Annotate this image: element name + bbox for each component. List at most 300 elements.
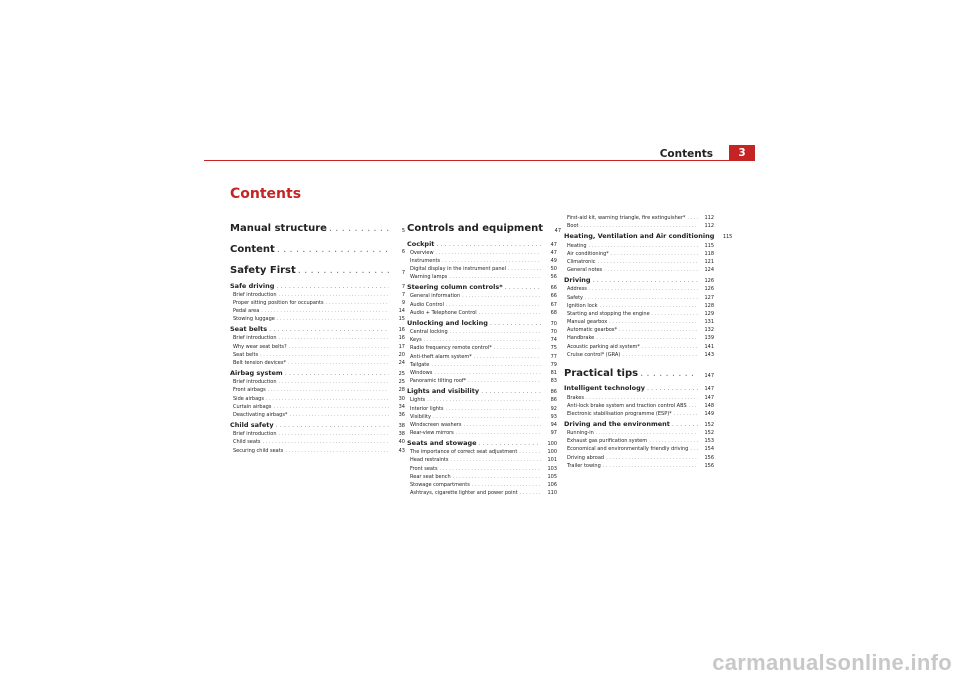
- toc-entry-page: 47: [550, 241, 557, 248]
- toc-leader-dots: [277, 316, 389, 322]
- toc-leader-dots: [456, 430, 541, 436]
- toc-entry[interactable]: [407, 291, 557, 299]
- toc-entry-page: 67: [550, 301, 557, 308]
- toc-entry-page: 16: [398, 335, 405, 342]
- toc-leader-dots: [285, 369, 389, 377]
- toc-entry-page: 97: [550, 430, 557, 437]
- toc-leader-dots: [289, 344, 389, 350]
- toc-entry-page: 86: [550, 389, 557, 396]
- toc-entry-page: 115: [704, 242, 714, 249]
- toc-entry[interactable]: [564, 436, 714, 444]
- toc-entry[interactable]: [407, 455, 557, 463]
- toc-entry-label: Keys: [410, 337, 422, 344]
- toc-entry[interactable]: [564, 350, 714, 358]
- toc-entry-label: Climatronic: [567, 258, 596, 265]
- toc-entry-label: Economical and environmentally friendly driving: [567, 446, 689, 453]
- toc-leader-dots: [279, 292, 390, 298]
- toc-entry-page: 50: [550, 266, 557, 273]
- toc-entry-label: Acoustic parking aid system*: [567, 343, 640, 350]
- toc-entry-page: 92: [550, 405, 557, 412]
- toc-entry-label: Driving abroad: [567, 454, 605, 461]
- toc-leader-dots: [266, 396, 389, 402]
- toc-entry-page: 128: [704, 302, 714, 309]
- toc-entry-page: 110: [547, 490, 557, 497]
- toc-entry[interactable]: [230, 402, 405, 410]
- toc-entry[interactable]: [564, 213, 714, 221]
- toc-entry-page: 147: [704, 372, 714, 379]
- toc-entry[interactable]: [407, 472, 557, 480]
- toc-entry-label: Ashtrays, cigarette lighter and power point: [410, 490, 518, 497]
- toc-entry[interactable]: [407, 447, 557, 455]
- toc-leader-dots: [589, 243, 698, 249]
- toc-entry[interactable]: [564, 301, 714, 309]
- toc-column-3: [564, 213, 733, 469]
- toc-entry-label: Windows: [410, 369, 433, 376]
- toc-entry-page: 75: [550, 345, 557, 352]
- toc-leader-dots: [619, 327, 698, 333]
- toc-entry[interactable]: [407, 420, 557, 428]
- toc-entry[interactable]: [230, 324, 405, 334]
- toc-entry[interactable]: [564, 418, 714, 428]
- toc-entry-label: Automatic gearbox*: [567, 327, 618, 334]
- toc-entry-page: 47: [554, 228, 562, 234]
- toc-entry[interactable]: [564, 383, 714, 393]
- toc-entry-label: Proper sitting position for occupants: [233, 299, 324, 306]
- toc-entry[interactable]: [230, 298, 405, 306]
- toc-entry-page: 94: [550, 421, 557, 428]
- toc-entry[interactable]: [564, 362, 714, 379]
- toc-entry[interactable]: [230, 341, 405, 349]
- toc-leader-dots: [479, 439, 541, 447]
- toc-entry-label: The importance of correct seat adjustment: [410, 449, 518, 456]
- toc-entry-label: Brief introduction: [233, 291, 277, 298]
- toc-entry-label: Starting and stopping the engine: [567, 310, 650, 317]
- toc-entry[interactable]: [407, 256, 557, 264]
- toc-entry[interactable]: [407, 488, 557, 496]
- toc-entry-label: Boot: [567, 223, 579, 230]
- toc-entry[interactable]: [230, 368, 405, 378]
- toc-entry-label: Safety First: [230, 265, 296, 276]
- toc-entry-page: 7: [401, 291, 405, 298]
- toc-entry-page: 153: [704, 438, 714, 445]
- toc-entry[interactable]: [407, 376, 557, 384]
- toc-leader-dots: [463, 422, 541, 428]
- toc-entry-label: Brakes: [567, 394, 584, 401]
- toc-entry-label: Windscreen washers: [410, 421, 462, 428]
- toc-entry-label: Tailgate: [410, 361, 430, 368]
- toc-entry-page: 38: [398, 422, 405, 429]
- toc-entry[interactable]: [230, 290, 405, 298]
- toc-entry-label: Stowing luggage: [233, 316, 275, 323]
- toc-entry[interactable]: [564, 392, 714, 400]
- toc-entry-label: Radio frequency remote control*: [410, 345, 492, 352]
- toc-leader-dots: [505, 283, 541, 291]
- toc-entry[interactable]: [407, 327, 557, 335]
- toc-entry[interactable]: [407, 368, 557, 376]
- toc-entry-label: Airbag system: [230, 369, 283, 377]
- toc-entry[interactable]: [407, 238, 557, 248]
- toc-entry-page: 147: [704, 394, 714, 401]
- toc-entry[interactable]: [407, 360, 557, 368]
- toc-entry-page: 154: [704, 446, 714, 453]
- toc-entry-page: 152: [704, 430, 714, 437]
- toc-entry-page: 66: [550, 293, 557, 300]
- toc-leader-dots: [276, 421, 389, 429]
- toc-entry-page: 83: [550, 378, 557, 385]
- toc-entry[interactable]: [407, 317, 557, 327]
- toc-leader-dots: [647, 384, 698, 392]
- toc-entry-label: Warning lamps: [410, 274, 448, 281]
- toc-entry-page: 15: [398, 316, 405, 323]
- toc-leader-dots: [652, 311, 698, 317]
- toc-leader-dots: [494, 345, 541, 351]
- toc-leader-dots: [450, 329, 541, 335]
- toc-entry-page: 81: [550, 369, 557, 376]
- toc-entry-page: 47: [550, 249, 557, 256]
- toc-entry-label: Belt tension devices*: [233, 360, 286, 366]
- toc-leader-dots: [640, 368, 698, 379]
- toc-leader-dots: [479, 310, 541, 316]
- toc-entry-page: 43: [398, 447, 405, 454]
- toc-entry-label: Address: [567, 286, 587, 293]
- toc-leader-dots: [285, 448, 389, 454]
- toc-leader-dots: [596, 430, 698, 436]
- toc-entry-label: General information: [410, 293, 461, 300]
- toc-leader-dots: [424, 337, 541, 343]
- toc-entry[interactable]: [564, 231, 733, 241]
- toc-entry[interactable]: [230, 419, 405, 429]
- toc-entry[interactable]: [564, 317, 714, 325]
- toc-entry[interactable]: [564, 461, 714, 469]
- toc-entry[interactable]: [407, 480, 557, 488]
- toc-leader-dots: [481, 387, 541, 395]
- toc-entry-page: 112: [704, 215, 714, 222]
- toc-entry-label: Securing child seats: [233, 447, 284, 454]
- toc-leader-dots: [431, 362, 541, 368]
- toc-entry-page: 118: [704, 250, 714, 257]
- toc-leader-dots: [674, 411, 698, 417]
- toc-leader-dots: [604, 267, 698, 273]
- toc-entry-label: Brief introduction: [233, 431, 277, 438]
- toc-entry-page: 143: [704, 351, 714, 358]
- toc-entry-page: 38: [398, 431, 405, 438]
- toc-entry-page: 34: [398, 403, 405, 410]
- toc-entry-page: 156: [704, 454, 714, 461]
- toc-entry[interactable]: [407, 438, 557, 448]
- toc-entry[interactable]: [230, 314, 405, 322]
- toc-leader-dots: [268, 387, 389, 393]
- toc-entry[interactable]: [230, 429, 405, 437]
- toc-leader-dots: [326, 300, 389, 306]
- toc-entry-page: 20: [398, 351, 405, 358]
- toc-entry-page: 9: [401, 299, 405, 306]
- toc-entry-page: 36: [398, 411, 405, 418]
- toc-entry-page: 100: [547, 449, 557, 456]
- toc-leader-dots: [289, 412, 389, 418]
- toc-entry-label: Safe driving: [230, 281, 275, 290]
- toc-entry[interactable]: [407, 335, 557, 343]
- toc-leader-dots: [288, 360, 389, 366]
- toc-entry-page: 68: [550, 309, 557, 316]
- toc-entry-label: Steering column controls*: [407, 283, 503, 292]
- toc-entry[interactable]: [230, 377, 405, 385]
- toc-leader-dots: [462, 293, 541, 299]
- toc-entry[interactable]: [564, 452, 714, 460]
- toc-entry-label: Digital display in the instrument panel: [410, 266, 506, 273]
- toc-leader-dots: [451, 457, 542, 463]
- toc-entry-label: Driving: [564, 276, 591, 285]
- toc-leader-dots: [468, 378, 541, 384]
- toc-entry-page: 17: [398, 343, 405, 350]
- toc-entry-page: 14: [398, 308, 405, 315]
- toc-entry[interactable]: [564, 444, 714, 452]
- toc-leader-dots: [436, 240, 541, 248]
- toc-entry-page: 129: [704, 310, 714, 317]
- toc-entry-page: 86: [550, 397, 557, 404]
- page-number-badge: 3: [729, 145, 755, 161]
- toc-entry-page: 25: [398, 371, 405, 377]
- toc-entry-label: Front airbags: [233, 387, 266, 394]
- toc-entry-page: 93: [550, 413, 557, 420]
- toc-entry-page: 40: [398, 439, 405, 446]
- toc-leader-dots: [585, 295, 698, 301]
- toc-entry[interactable]: [564, 401, 714, 409]
- toc-entry-label: Stowage compartments: [410, 482, 470, 488]
- toc-leader-dots: [490, 319, 541, 327]
- toc-entry-label: Anti-theft alarm system*: [410, 353, 472, 360]
- toc-entry-label: Child seats: [233, 439, 261, 446]
- toc-entry-page: 124: [704, 267, 714, 274]
- toc-leader-dots: [520, 490, 541, 496]
- toc-entry[interactable]: [230, 350, 405, 358]
- toc-entry-label: Ignition lock: [567, 302, 598, 309]
- toc-entry[interactable]: [230, 333, 405, 341]
- toc-leader-dots: [277, 244, 389, 255]
- toc-entry[interactable]: [230, 238, 405, 255]
- toc-entry-label: Curtain airbags: [233, 403, 272, 410]
- toc-entry-label: Lights: [410, 397, 426, 404]
- toc-entry-page: 139: [704, 335, 714, 342]
- toc-entry-label: Electronic stabilisation programme (ESP)*: [567, 410, 672, 417]
- toc-entry[interactable]: [407, 248, 557, 256]
- toc-entry[interactable]: [564, 333, 714, 341]
- toc-entry-page: 7: [401, 283, 405, 290]
- toc-entry[interactable]: [407, 412, 557, 420]
- toc-entry-label: Front seats: [410, 465, 438, 472]
- toc-entry-page: 77: [550, 353, 557, 360]
- toc-entry[interactable]: [230, 437, 405, 445]
- toc-leader-dots: [261, 308, 389, 314]
- toc-entry[interactable]: [407, 395, 557, 403]
- toc-entry[interactable]: [564, 341, 714, 349]
- toc-entry-label: Anti-lock brake system and traction control ABS: [567, 402, 687, 409]
- toc-entry-label: Overview: [410, 249, 434, 256]
- toc-entry-page: 70: [550, 329, 557, 335]
- toc-entry-label: Rear-view mirrors: [410, 430, 454, 437]
- toc-entry-label: Pedal area: [233, 308, 260, 315]
- toc-leader-dots: [622, 352, 698, 358]
- toc-entry-page: 70: [550, 320, 557, 327]
- toc-entry[interactable]: [230, 358, 405, 366]
- toc-leader-dots: [519, 449, 541, 455]
- toc-entry-page: 156: [704, 462, 714, 469]
- toc-entry-label: General notes: [567, 267, 603, 274]
- toc-entry-label: Seat belts: [230, 325, 268, 334]
- toc-entry[interactable]: [407, 343, 557, 351]
- toc-entry-label: Heating, Ventilation and Air conditioning: [564, 232, 715, 241]
- toc-entry-page: 126: [704, 286, 714, 293]
- toc-entry-page: 152: [704, 421, 714, 428]
- toc-entry[interactable]: [407, 428, 557, 436]
- toc-entry-page: 127: [704, 294, 714, 301]
- toc-entry[interactable]: [407, 463, 557, 471]
- toc-leader-dots: [589, 286, 698, 292]
- toc-entry-label: Audio + Telephone Control: [410, 309, 477, 316]
- toc-leader-dots: [649, 438, 698, 444]
- toc-entry-page: 56: [550, 274, 557, 281]
- toc-entry-label: Brief introduction: [233, 335, 277, 342]
- toc-entry[interactable]: [564, 325, 714, 333]
- toc-entry-page: 132: [704, 327, 714, 334]
- toc-leader-dots: [329, 223, 389, 234]
- toc-entry-label: Brief introduction: [233, 379, 277, 386]
- toc-entry[interactable]: [564, 409, 714, 417]
- toc-entry[interactable]: [564, 284, 714, 292]
- toc-entry-label: Cruise control* (GRA): [567, 351, 621, 358]
- toc-entry[interactable]: [564, 428, 714, 436]
- toc-entry[interactable]: [230, 410, 405, 418]
- toc-leader-dots: [689, 403, 698, 409]
- toc-entry[interactable]: [230, 385, 405, 393]
- toc-entry-page: 100: [547, 441, 557, 448]
- toc-entry-page: 121: [704, 258, 714, 265]
- toc-leader-dots: [642, 344, 698, 350]
- toc-entry[interactable]: [564, 221, 714, 229]
- toc-entry-page: 28: [398, 387, 405, 394]
- toc-leader-dots: [611, 251, 698, 257]
- toc-entry[interactable]: [564, 249, 714, 257]
- toc-entry[interactable]: [407, 282, 557, 292]
- toc-entry-label: Panoramic tilting roof*: [410, 378, 467, 385]
- toc-leader-dots: [279, 379, 390, 385]
- toc-entry-page: 101: [547, 457, 557, 464]
- toc-entry[interactable]: [564, 292, 714, 300]
- toc-leader-dots: [446, 302, 541, 308]
- toc-leader-dots: [298, 265, 389, 276]
- toc-entry[interactable]: [230, 217, 405, 234]
- toc-entry-label: Handbrake: [567, 335, 595, 342]
- toc-entry-label: Content: [230, 244, 275, 255]
- toc-leader-dots: [449, 274, 541, 280]
- toc-leader-dots: [581, 223, 698, 229]
- toc-entry-label: Manual structure: [230, 223, 327, 234]
- toc-leader-dots: [687, 215, 698, 221]
- toc-entry-page: 49: [550, 257, 557, 264]
- toc-entry-label: Child safety: [230, 420, 274, 429]
- toc-leader-dots: [260, 352, 389, 358]
- toc-entry-page: 149: [704, 410, 714, 417]
- toc-entry-page: 25: [398, 379, 405, 386]
- toc-entry[interactable]: [407, 403, 557, 411]
- toc-leader-dots: [433, 414, 541, 420]
- toc-entry[interactable]: [564, 275, 714, 285]
- toc-entry[interactable]: [230, 259, 405, 276]
- toc-entry[interactable]: [407, 386, 557, 396]
- toc-leader-dots: [603, 463, 698, 469]
- toc-entry-page: 115: [722, 234, 733, 241]
- running-header-title: Contents: [659, 148, 713, 160]
- toc-entry[interactable]: [564, 240, 714, 248]
- toc-entry-label: Exhaust gas purification system: [567, 438, 648, 445]
- toc-entry-label: Practical tips: [564, 367, 639, 379]
- toc-entry-label: Running-in: [567, 430, 594, 437]
- toc-leader-dots: [269, 325, 389, 333]
- toc-entry-label: First-aid kit, warning triangle, fire extinguisher*: [567, 215, 686, 222]
- toc-entry[interactable]: [407, 217, 562, 234]
- toc-entry[interactable]: [407, 272, 557, 280]
- toc-entry-label: Intelligent technology: [564, 384, 645, 393]
- toc-entry-page: 105: [547, 473, 557, 480]
- toc-entry-label: Cockpit: [407, 239, 435, 248]
- toc-entry-label: Rear seat bench: [410, 473, 451, 480]
- toc-entry-label: Audio Control: [410, 301, 444, 308]
- toc-entry[interactable]: [407, 351, 557, 359]
- toc-leader-dots: [427, 397, 541, 403]
- toc-entry[interactable]: [230, 393, 405, 401]
- toc-entry-page: 6: [401, 249, 405, 255]
- toc-entry-page: 106: [547, 482, 557, 488]
- toc-entry-label: Manual gearbox: [567, 319, 608, 326]
- toc-column-1: [230, 213, 405, 454]
- toc-entry-label: Trailer towing: [567, 462, 601, 469]
- page-title: Contents: [230, 186, 302, 202]
- toc-entry-page: 5: [401, 228, 405, 234]
- toc-entry[interactable]: [407, 264, 557, 272]
- toc-entry[interactable]: [407, 299, 557, 307]
- toc-leader-dots: [472, 482, 541, 488]
- toc-entry[interactable]: [230, 306, 405, 314]
- toc-entry-label: Heating: [567, 242, 587, 249]
- toc-entry-label: Side airbags: [233, 395, 264, 402]
- toc-entry-label: Seats and stowage: [407, 439, 477, 448]
- toc-leader-dots: [609, 319, 698, 325]
- toc-entry-page: 74: [550, 337, 557, 344]
- toc-entry[interactable]: [407, 308, 557, 316]
- toc-leader-dots: [606, 455, 698, 461]
- toc-entry[interactable]: [564, 265, 714, 273]
- toc-entry[interactable]: [230, 280, 405, 290]
- toc-entry[interactable]: [230, 445, 405, 453]
- toc-entry-label: Driving and the environment: [564, 419, 670, 428]
- toc-leader-dots: [442, 258, 541, 264]
- toc-leader-dots: [586, 395, 698, 401]
- toc-entry[interactable]: [564, 309, 714, 317]
- toc-entry-label: Head restraints: [410, 457, 449, 464]
- toc-entry-label: Seat belts: [233, 351, 259, 358]
- toc-entry-label: Safety: [567, 294, 583, 301]
- toc-leader-dots: [434, 370, 541, 376]
- toc-leader-dots: [453, 474, 541, 480]
- toc-leader-dots: [599, 303, 698, 309]
- toc-leader-dots: [276, 282, 389, 290]
- toc-leader-dots: [436, 250, 541, 256]
- toc-entry[interactable]: [564, 257, 714, 265]
- toc-entry-page: 147: [704, 386, 714, 393]
- toc-leader-dots: [672, 420, 698, 428]
- toc-entry-page: 126: [704, 278, 714, 285]
- toc-entry-label: Controls and equipment: [407, 223, 544, 234]
- toc-leader-dots: [440, 466, 541, 472]
